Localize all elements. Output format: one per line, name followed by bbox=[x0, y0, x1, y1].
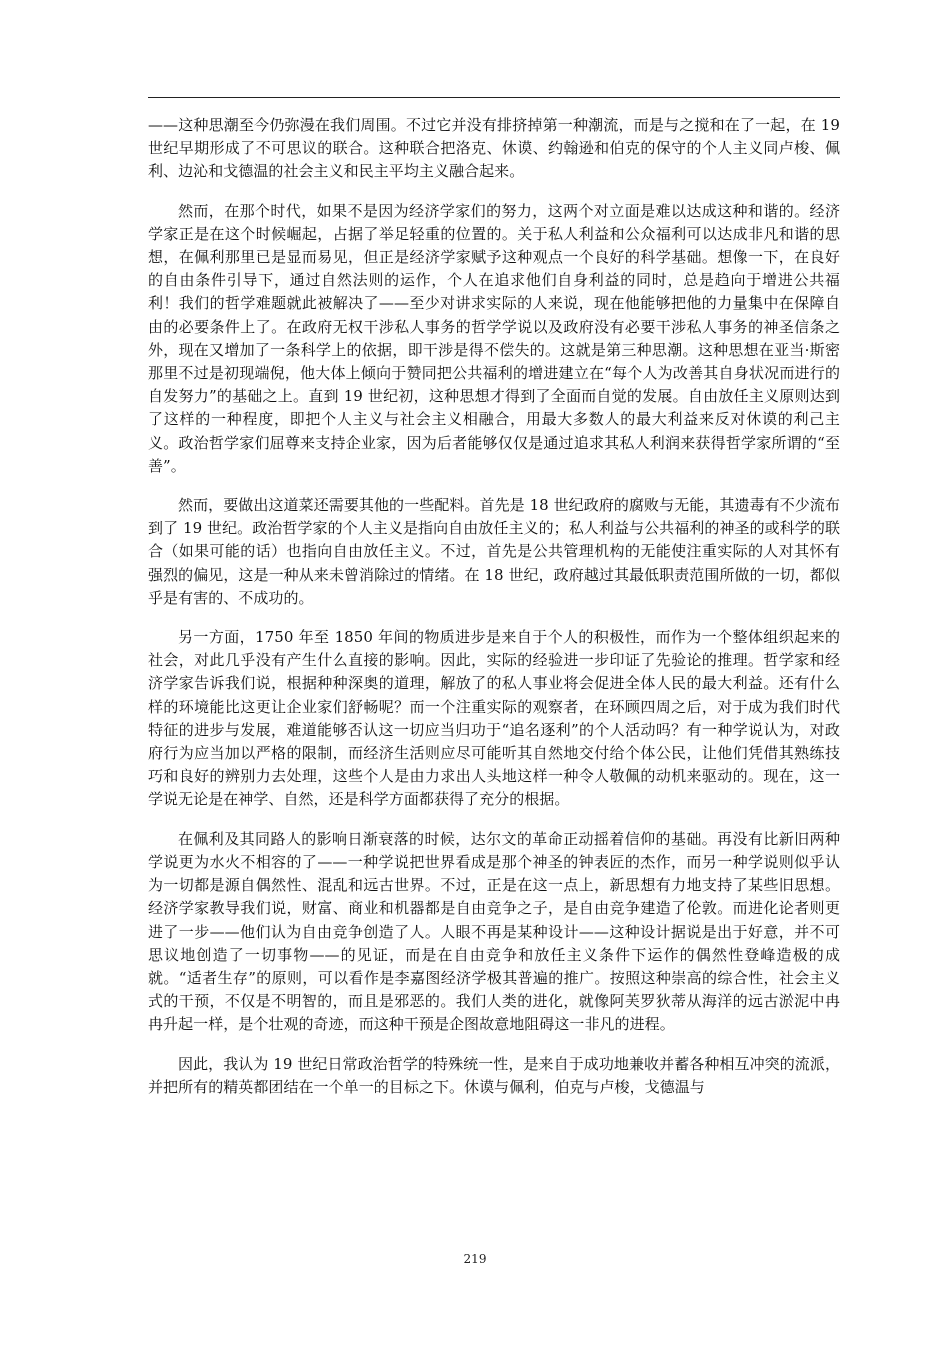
paragraph-3: 然而，要做出这道菜还需要其他的一些配料。首先是 18 世纪政府的腐败与无能，其遗毒有不少流布到了 19 世纪。政治哲学家的个人主义是指向自由放任主义的；私人利益与公共福利的神圣的或科学的联合（如果可能的话）也指向自由放任主义。不过，首先是公共管理机构的无能使注重实际的人对其怀有强烈的偏见，这是一种从来未曾消除过的情绪。在 18 世纪，政府越过其最低职责范围所做的一切，都似乎是有害的、不成功的。 bbox=[148, 496, 840, 607]
paragraph-1: ——这种思潮至今仍弥漫在我们周围。不过它并没有排挤掉第一种潮流，而是与之搅和在了一起，在 19 世纪早期形成了不可思议的联合。这种联合把洛克、休谟、约翰逊和伯克的保守的个人主义同卢梭、佩利、边沁和戈德温的社会主义和民主平均主义融合起来。 bbox=[148, 116, 840, 181]
paragraph-4: 另一方面，1750 年至 1850 年间的物质进步是来自于个人的积极性，而作为一个整体组织起来的社会，对此几乎没有产生什么直接的影响。因此，实际的经验进一步印证了先验论的推理。哲学家和经济学家告诉我们说，根据种种深奥的道理，解放了的私人事业将会促进全体人民的最大利益。还有什么样的环境能比这更让企业家们舒畅呢？而一个注重实际的观察者，在环顾四周之后，对于成为我们时代特征的进步与发展，难道能够否认这一切应当归功于“追名逐利”的个人活动吗？有一种学说认为，对政府行为应当加以严格的限制，而经济生活则应尽可能听其自然地交付给个体公民，让他们凭借其熟练技巧和良好的辨别力去处理，这些个人是由力求出人头地这样一种令人敬佩的动机来驱动的。现在，这一学说无论是在神学、自然，还是科学方面都获得了充分的根据。 bbox=[148, 628, 840, 809]
paragraph-6: 因此，我认为 19 世纪日常政治哲学的特殊统一性，是来自于成功地兼收并蓄各种相互冲突的流派，并把所有的精英都团结在一个单一的目标之下。休谟与佩利，伯克与卢梭，戈德温与 bbox=[148, 1054, 840, 1096]
header-rule bbox=[148, 97, 840, 98]
page-number: 219 bbox=[463, 1252, 487, 1266]
paragraph-5: 在佩利及其同路人的影响日渐衰落的时候，达尔文的革命正动摇着信仰的基础。再没有比新旧两种学说更为水火不相容的了——一种学说把世界看成是那个神圣的钟表匠的杰作，而另一种学说则似乎认为一切都是源自偶然性、混乱和远古世界。不过，正是在这一点上，新思想有力地支持了某些旧思想。经济学家教导我们说，财富、商业和机器都是自由竞争之子，是自由竞争建造了伦敦。而进化论者则更进了一步——他们认为自由竞争创造了人。人眼不再是某种设计——这种设计据说是出于好意，并不可思议地创造了一切事物——的见证，而是在自由竞争和放任主义条件下运作的偶然性登峰造极的成就。“适者生存”的原则，可以看作是李嘉图经济学极其普遍的推广。按照这种崇高的综合性，社会主义式的干预，不仅是不明智的，而且是邪恶的。我们人类的进化，就像阿芙罗狄蒂从海洋的远古淤泥中冉冉升起一样，是个壮观的奇迹，而这种干预是企图故意地阻碍这一非凡的进程。 bbox=[148, 829, 840, 1034]
body-text bbox=[148, 114, 840, 1115]
paragraph-2: 然而，在那个时代，如果不是因为经济学家们的努力，这两个对立面是难以达成这种和谐的。经济学家正是在这个时候崛起，占据了举足轻重的位置的。关于私人利益和公众福利可以达成非凡和谐的思想，在佩利那里已是显而易见，但正是经济学家赋予这种观点一个良好的科学基础。想像一下，在良好的自由条件引导下，通过自然法则的运作，个人在追求他们自身利益的同时，总是趋向于增进公共福利！我们的哲学难题就此被解决了——至少对讲求实际的人来说，现在他能够把他的力量集中在保障自由的必要条件上了。在政府无权干涉私人事务的哲学学说以及政府没有必要干涉私人事务的神圣信条之外，现在又增加了一条科学上的依据，即干涉是得不偿失的。这就是第三种思潮。这种思想在亚当·斯密那里不过是初现端倪，他大体上倾向于赞同把公共福利的增进建立在“每个人为改善其自身状况而进行的自发努力”的基础之上。直到 19 世纪初，这种思想才得到了全面而自觉的发展。自由放任主义原则达到了这样的一种程度，即把个人主义与社会主义相融合，用最大多数人的最大利益来反对休谟的利己主义。政治哲学家们屈尊来支持企业家，因为后者能够仅仅是通过追求其私人利润来获得哲学家所谓的“至善”。 bbox=[148, 201, 840, 475]
